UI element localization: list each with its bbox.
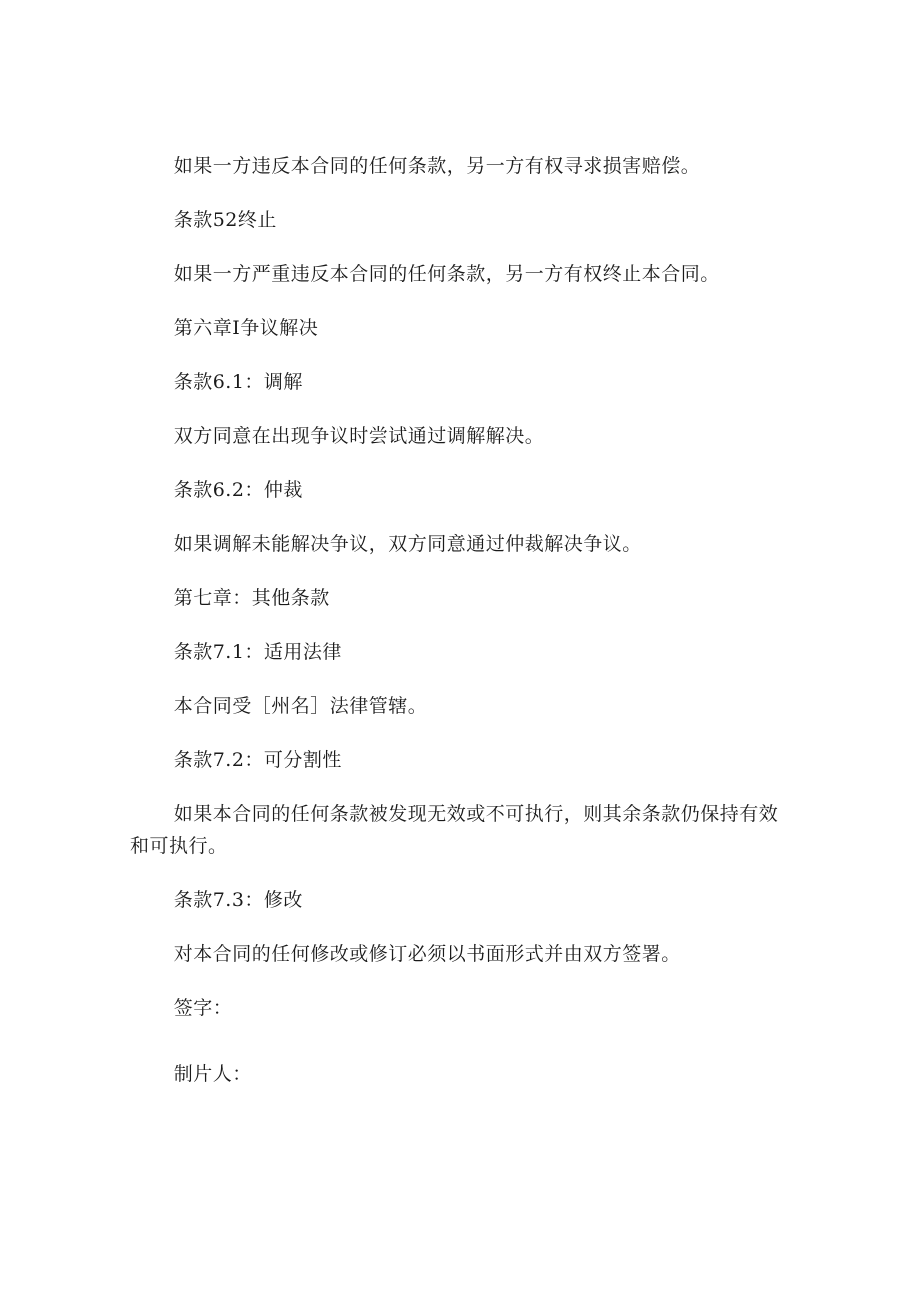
paragraph-amendment: 对本合同的任何修改或修订必须以书面形式并由双方签署。 — [173, 943, 681, 965]
paragraph-governing-law: 本合同受［州名］法律管辖。 — [173, 695, 428, 717]
chapter-7-heading: 第七章：其他条款 — [173, 587, 330, 609]
paragraph-termination: 如果一方严重违反本合同的任何条款，另一方有权终止本合同。 — [173, 263, 720, 285]
producer-label: 制片人： — [173, 1063, 252, 1085]
paragraph-arbitration: 如果调解未能解决争议，双方同意通过仲裁解决争议。 — [173, 533, 642, 555]
signature-label: 签字： — [173, 997, 233, 1019]
clause-7-1-heading: 条款7.1：适用法律 — [173, 641, 342, 663]
paragraph-severability: 如果本合同的任何条款被发现无效或不可执行，则其余条款仍保持有效和可执行。 — [130, 803, 779, 857]
clause-7-2-heading: 条款7.2：可分割性 — [173, 749, 342, 771]
clause-6-2-heading: 条款6.2：仲裁 — [173, 479, 303, 501]
chapter-6-heading: 第六章I争议解决 — [173, 317, 319, 339]
clause-5-2-heading: 条款52终止 — [173, 209, 277, 231]
paragraph-damages: 如果一方违反本合同的任何条款，另一方有权寻求损害赔偿。 — [173, 155, 701, 177]
clause-6-1-heading: 条款6.1：调解 — [173, 371, 303, 393]
document-body — [130, 150, 790, 1090]
paragraph-mediation: 双方同意在出现争议时尝试通过调解解决。 — [173, 425, 545, 447]
clause-7-3-heading: 条款7.3：修改 — [173, 889, 303, 911]
